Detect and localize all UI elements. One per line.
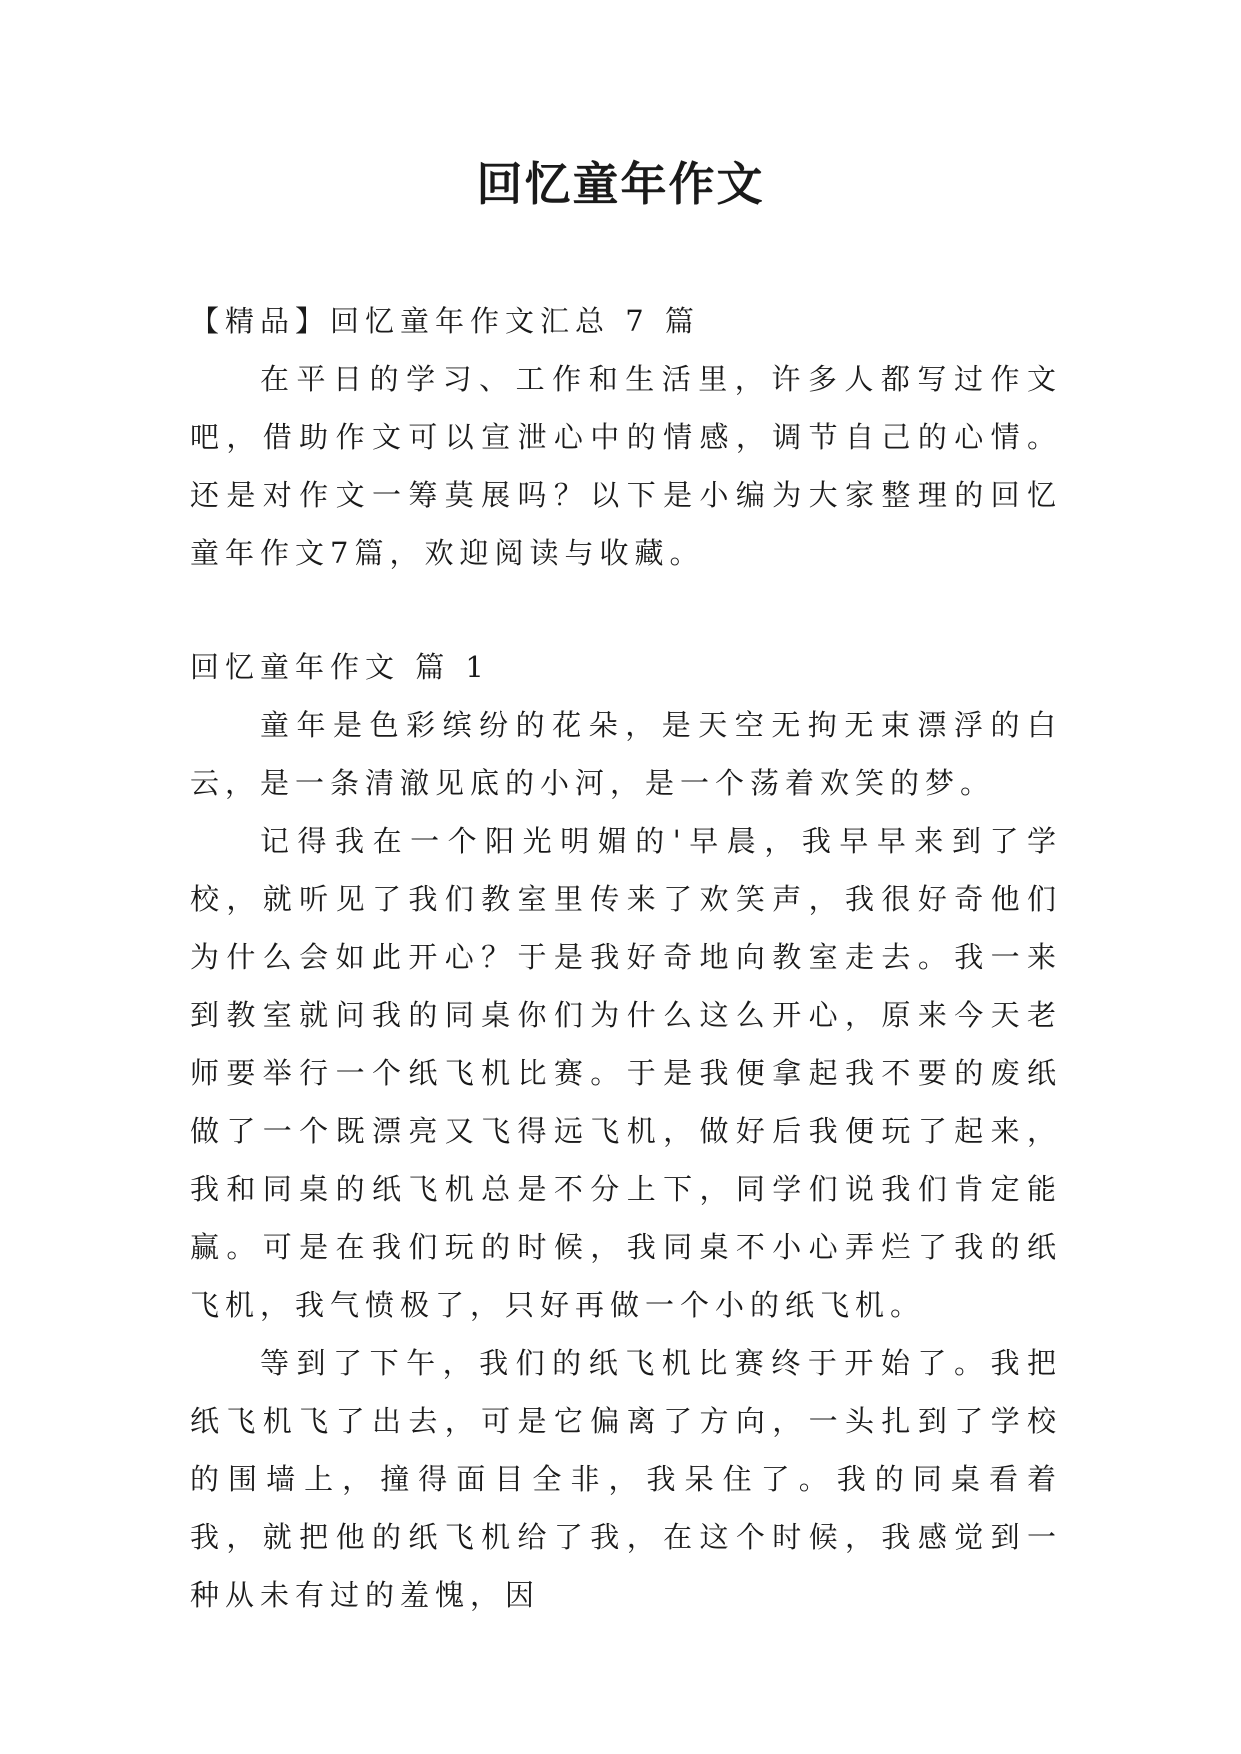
section-spacer xyxy=(190,582,1062,638)
document-subtitle: 【精品】回忆童年作文汇总 7 篇 xyxy=(190,304,700,338)
document-body xyxy=(190,292,1062,1624)
essay-paragraph: 等到了下午，我们的纸飞机比赛终于开始了。我把纸飞机飞了出去，可是它偏离了方向，一头扎到了学校的围墙上，撞得面目全非，我呆住了。我的同桌看着我，就把他的纸飞机给了我，在这个时候，我感觉到一种从未有过的羞愧，因 xyxy=(190,1346,1062,1612)
section-heading: 回忆童年作文 篇 1 xyxy=(190,650,490,684)
essay-paragraph: 记得我在一个阳光明媚的'早晨，我早早来到了学校，就听见了我们教室里传来了欢笑声，我很好奇他们为什么会如此开心？于是我好奇地向教室走去。我一来到教室就问我的同桌你们为什么这么开心，原来今天老师要举行一个纸飞机比赛。于是我便拿起我不要的废纸做了一个既漂亮又飞得远飞机，做好后我便玩了起来，我和同桌的纸飞机总是不分上下，同学们说我们肯定能赢。可是在我们玩的时候，我同桌不小心弄烂了我的纸飞机，我气愤极了，只好再做一个小的纸飞机。 xyxy=(190,824,1062,1322)
essay-paragraph: 童年是色彩缤纷的花朵，是天空无拘无束漂浮的白云，是一条清澈见底的小河，是一个荡着欢笑的梦。 xyxy=(190,708,1062,800)
document-title: 回忆童年作文 xyxy=(476,157,765,211)
intro-paragraph: 在平日的学习、工作和生活里，许多人都写过作文吧，借助作文可以宣泄心中的情感，调节自己的心情。还是对作文一筹莫展吗？以下是小编为大家整理的回忆童年作文7篇，欢迎阅读与收藏。 xyxy=(190,362,1062,570)
